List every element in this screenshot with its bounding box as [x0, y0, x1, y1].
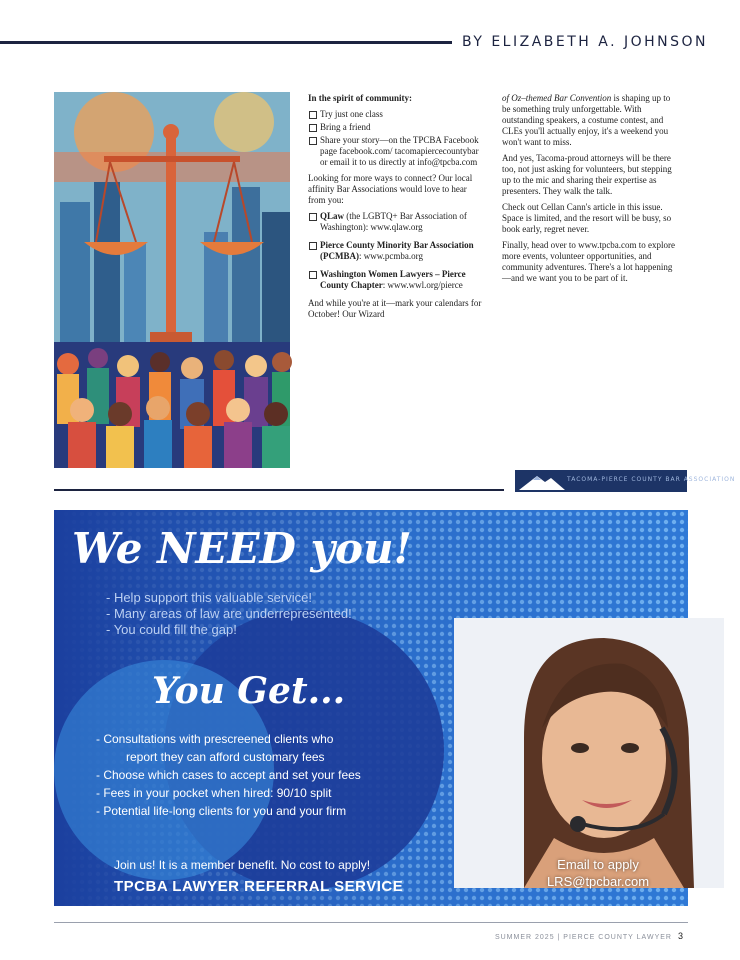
- logo-text: TACOMA-PIERCE COUNTY BAR ASSOCIATION: [567, 476, 736, 483]
- benefit-item: - Consultations with prescreened clients who: [96, 732, 334, 746]
- affinity-bar-name: Washington Women Lawyers – Pierce County Chapter: [320, 269, 466, 290]
- join-text: Join us! It is a member benefit. No cost to apply!: [114, 858, 371, 872]
- mountain-icon: [515, 470, 567, 492]
- affinity-bar-name: QLaw: [320, 211, 345, 221]
- byline-rule: [0, 41, 452, 44]
- footer-rule: [54, 922, 688, 923]
- publication-name: SUMMER 2025 | PIERCE COUNTY LAWYER: [494, 934, 672, 941]
- operator-photo: [454, 618, 724, 888]
- benefit-item-continued: report they can afford customary fees: [126, 750, 325, 764]
- article-column-right: [502, 93, 680, 289]
- convention-detail: is shaping up to be something truly unforgettable. With outstanding speakers, a costume contest, and CLEs you'll actually enjoy, it's a weekend you won't want to miss.: [502, 93, 671, 147]
- benefit-item: - Choose which cases to accept and set your fees: [96, 768, 361, 782]
- presenters-paragraph: And yes, Tacoma-proud attorneys will be there too, not just asking for volunteers, but stepping up to the mic and sharing their expertise as presenters. They walk the talk.: [502, 153, 672, 196]
- article-reference-paragraph: Check out Cellan Cann's article in this issue. Space is limited, and the resort will be busy, so book early, regret never.: [502, 202, 672, 234]
- byline: BY ELIZABETH A. JOHNSON: [462, 34, 709, 50]
- convention-name: of Oz–themed Bar Convention: [502, 93, 612, 103]
- benefit-list: [96, 730, 361, 820]
- affinity-intro-paragraph: Looking for more ways to connect? Our local affinity Bar Associations would love to hear from you:: [308, 173, 473, 205]
- need-bullet-list: [106, 590, 352, 638]
- section-rule: [54, 489, 504, 491]
- need-bullet: - Help support this valuable service!: [106, 590, 312, 605]
- affinity-bar-detail: : www.wwl.org/pierce: [382, 280, 463, 290]
- email-address[interactable]: LRS@tpcbar.com: [546, 874, 650, 889]
- affinity-bar-item: [308, 211, 486, 233]
- checklist-item: Try just one class: [308, 109, 486, 120]
- ad-subheadline: You Get...: [152, 670, 346, 712]
- ad-headline: We NEED you!: [72, 524, 412, 573]
- community-heading: In the spirit of community:: [308, 93, 412, 103]
- convention-paragraph: [502, 93, 680, 148]
- affinity-bar-detail: : www.pcmba.org: [359, 251, 423, 261]
- justice-scales-illustration: [54, 92, 290, 468]
- benefit-item: - Fees in your pocket when hired: 90/10 split: [96, 786, 332, 800]
- affinity-bar-detail: (the LGBTQ+ Bar Association of Washington): www.qlaw.org: [320, 211, 467, 232]
- tpcba-logo: [515, 470, 736, 492]
- page-number: 3: [677, 931, 684, 941]
- email-cta-label: Email to apply: [557, 857, 639, 872]
- convention-lead-paragraph: And while you're at it—mark your calendars for October! Our Wizard: [308, 298, 482, 319]
- need-bullet: - Many areas of law are underrepresented!: [106, 606, 352, 621]
- lawyer-referral-ad: [54, 510, 688, 906]
- affinity-bar-item: [308, 269, 486, 291]
- checklist-item: Bring a friend: [308, 122, 486, 133]
- checklist-item: Share your story—on the TPCBA Facebook page facebook.com/ tacomapiercecountybar or email it to us directly at info@tpcba.com: [308, 135, 486, 168]
- article-column-middle: [308, 93, 486, 325]
- page-footer: [495, 931, 684, 941]
- service-name: TPCBA LAWYER REFERRAL SERVICE: [114, 878, 404, 895]
- email-cta: [528, 856, 668, 890]
- affinity-bar-item: [308, 240, 486, 262]
- need-bullet: - You could fill the gap!: [106, 622, 237, 637]
- headset-operator-image: [454, 618, 724, 888]
- affinity-bar-list: [308, 211, 486, 291]
- community-checklist: [308, 109, 486, 168]
- closing-paragraph: Finally, head over to www.tpcba.com to explore more events, volunteer opportunities, and community adventures. There's a lot happening—and we want you to be part of it.: [502, 240, 676, 283]
- affinity-bar-name: Pierce County Minority Bar Association (PCMBA): [320, 240, 474, 261]
- benefit-item: - Potential life-long clients for you and your firm: [96, 804, 347, 818]
- illustration-art: [54, 92, 290, 468]
